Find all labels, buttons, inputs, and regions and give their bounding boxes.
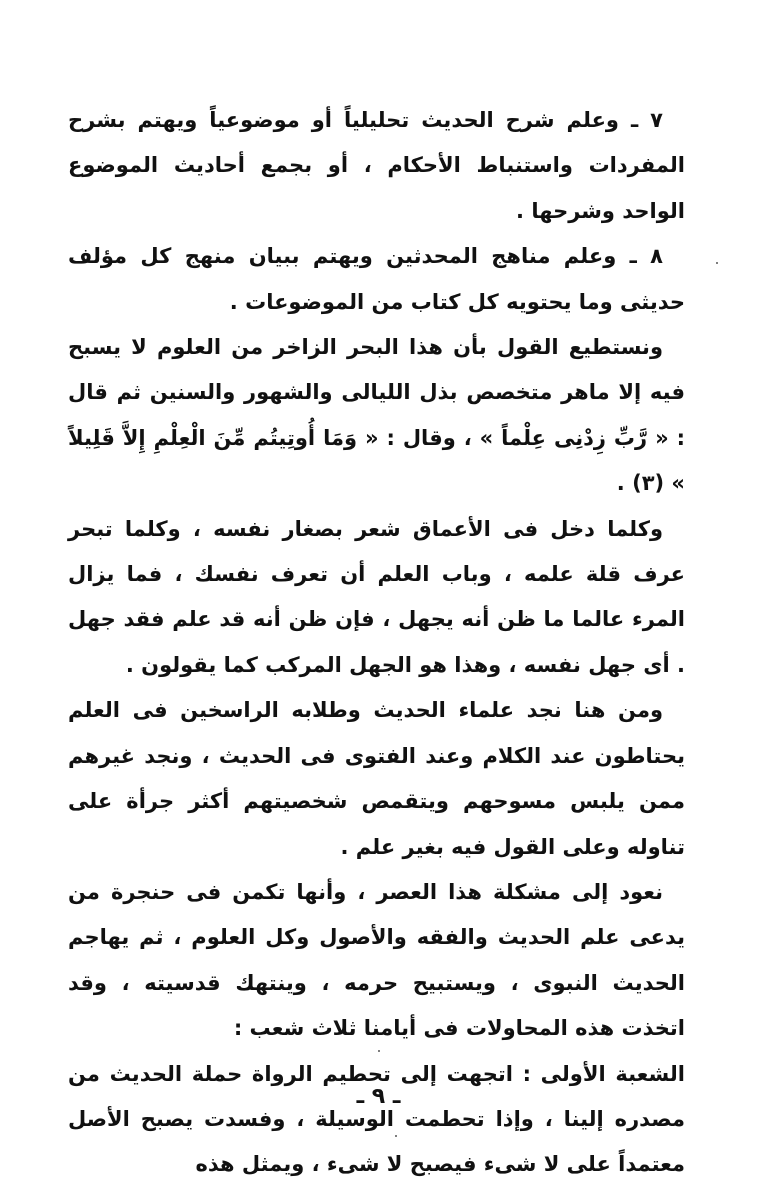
first-branch-text: اتجهت إلى تحطيم الرواة حملة الحديث من مصدره إلينا ، وإذا تحطمت الوسيلة ، وفسدت يصبح الأصل معتمداً على لا شىء فيصبح لا شىء ، ويمثل هذه — [68, 1061, 685, 1177]
paragraph-first-branch — [68, 1052, 685, 1188]
scan-speck — [395, 1135, 397, 1137]
paragraph-item-8: ٨ ـ وعلم مناهج المحدثين ويهتم ببيان منهج كل مؤلف حديثى وما يحتويه كل كتاب من الموضوعات . — [68, 244, 685, 314]
paragraph-compound-ignorance: وكلما دخل فى الأعماق شعر بصغار نفسه ، وكلما تبحر عرف قلة علمه ، وباب العلم أن تعرف نفسك ، فما يزال المرء عالما ما ظن أنه يجهل ، فإن ظن أنه قد علم فقد جهل . أى جهل نفسه ، وهذا هو الجهل المركب كما يقولون . — [68, 516, 685, 677]
paragraph-hadith-scholars: ومن هنا نجد علماء الحديث وطلابه الراسخين فى العلم يحتاطون عند الكلام وعند الفتوى فى الحديث ، ونجد غيرهم ممن يلبس مسوحهم ويتقمص شخصيتهم أكثر جرأة على تناوله وعلى القول فيه بغير علم . — [68, 698, 685, 859]
page-number: ـ ٩ ـ — [356, 1084, 401, 1109]
paragraph-problem-of-era: نعود إلى مشكلة هذا العصر ، وأنها تكمن فى حنجرة من يدعى علم الحديث والفقه والأصول وكل العلوم ، ثم يهاجم الحديث النبوى ، ويستبيح حرمه ، وينتهك قدسيته ، وقد اتخذت هذه المحاولات فى أيامنا ثلاث شعب : — [68, 879, 685, 1041]
body-text — [68, 98, 685, 1188]
paragraph-item-7: ٧ ـ وعلم شرح الحديث تحليلياً أو موضوعياً ويهتم بشرح المفردات واستنباط الأحكام ، أو بجمع أحاديث الموضوع الواحد وشرحها . — [68, 108, 685, 223]
first-branch-heading: الشعبة الأولى : — [522, 1061, 685, 1086]
scan-speck — [716, 262, 718, 264]
scan-speck — [378, 1050, 380, 1052]
paragraph-quran-quote: ونستطيع القول بأن هذا البحر الزاخر من العلوم لا يسبح فيه إلا ماهر متخصص بذل الليالى والشهور والسنين ثم قال : « رَّبِّ زِدْنِى عِلْماً » ، وقال : « وَمَا أُوتِيتُم مِّنَ الْعِلْمِ إِلاَّ قَلِيلاً » (٣) . — [68, 335, 685, 496]
